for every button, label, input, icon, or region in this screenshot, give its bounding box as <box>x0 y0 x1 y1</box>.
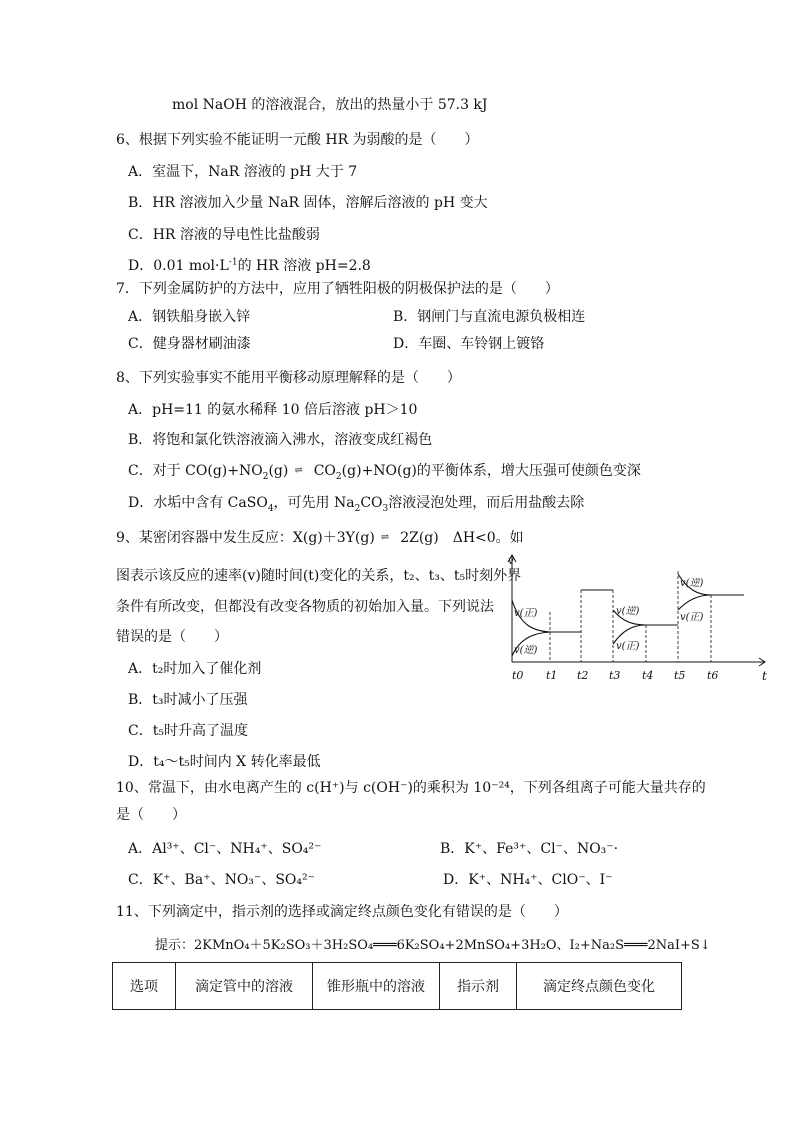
label-v-forward-3: v(正) <box>680 612 704 623</box>
q9-stem-line2: 图表示该反应的速率(v)随时间(t)变化的关系，t₂、t₃、t₅时刻外界 <box>116 568 522 584</box>
header-option: 选项 <box>113 963 176 1010</box>
label-v-axis: v <box>508 556 514 567</box>
q9-stem-line3: 条件有所改变，但都没有改变各物质的初始加入量。下列说法 <box>116 599 494 615</box>
q8-option-b: B．将饱和氯化铁溶液滴入沸水，溶液变成红褐色 <box>128 432 433 448</box>
tick-t0: t0 <box>512 669 524 682</box>
q9-stem-line4: 错误的是（ ） <box>116 629 228 645</box>
q10-option-b: B．K⁺、Fe³⁺、Cl⁻、NO₃⁻· <box>440 841 619 857</box>
q6-option-d: D．0.01 $mol\cdot L^{-1}$的 HR 溶液 pH=2.8 <box>128 257 371 274</box>
q11-hint: 提示：2KMnO₄＋5K₂SO₃＋3H₂SO₄═══6K₂SO₄+2MnSO₄+3H₂O、I₂+Na₂S═══2NaI+S↓ <box>155 938 711 953</box>
q9-option-b: B．t₃时减小了压强 <box>128 692 248 708</box>
q11-table <box>112 962 682 1010</box>
q10-option-a: A．Al³⁺、Cl⁻、NH₄⁺、SO₄²⁻ <box>128 841 322 857</box>
table-header-row <box>113 963 682 1010</box>
q8-stem: 8、下列实验事实不能用平衡移动原理解释的是（ ） <box>116 370 461 386</box>
label-v-reverse-2: v(逆) <box>616 606 640 617</box>
q7-stem: 7．下列金属防护的方法中，应用了牺牲阳极的阴极保护法的是（ ） <box>116 281 559 297</box>
q9-option-d: D．t₄～t₅时间内 X 转化率最低 <box>128 754 321 770</box>
q9-stem: 9、某密闭容器中发生反应：X(g)＋3Y(g) ⇌ 2Z(g) ΔH<0。如 <box>116 530 524 546</box>
q7-option-d: D．车圈、车铃钢上镀铬 <box>393 336 545 352</box>
equilibrium-arrow: ⇌ <box>380 532 389 543</box>
label-t-axis: t <box>762 669 767 683</box>
q6-stem: 6、根据下列实验不能证明一元酸 HR 为弱酸的是（ ） <box>116 132 479 148</box>
q7-option-b: B．钢闸门与直流电源负极相连 <box>393 309 586 325</box>
q9-option-c: C．t₅时升高了温度 <box>128 723 248 739</box>
header-endpoint-color: 滴定终点颜色变化 <box>517 963 682 1010</box>
q6-option-c: C．HR 溶液的导电性比盐酸弱 <box>128 227 320 243</box>
q8-option-c: C．对于 $CO(g)+NO_2(g)$ ⇌ $CO_2(g)+NO(g)$的平衡体系，增大压强可使颜色变深 <box>128 463 641 482</box>
q7-option-a: A．钢铁船身嵌入锌 <box>128 309 251 325</box>
q10-stem: 10、常温下，由水电离产生的 c(H⁺)与 c(OH⁻)的乘积为 10⁻²⁴，下列各组离子可能大量共存的 <box>116 780 706 796</box>
q6-option-b: B．HR 溶液加入少量 NaR 固体，溶解后溶液的 pH 变大 <box>128 195 488 211</box>
label-v-forward-2: v(正) <box>616 641 640 652</box>
q8-option-d: D．水垢中含有 CaSO$_4$，可先用 $Na_2CO_3$溶液浸泡处理，而后用盐酸去除 <box>128 495 585 514</box>
q9-option-a: A．t₂时加入了催化剂 <box>128 661 262 677</box>
q6-option-a: A．室温下，NaR 溶液的 pH 大于 7 <box>128 164 358 180</box>
q10-option-c: C．K⁺、Ba⁺、NO₃⁻、SO₄²⁻ <box>128 872 315 888</box>
q10-option-d: D．K⁺、NH₄⁺、ClO⁻、I⁻ <box>443 872 613 888</box>
tick-t2: t2 <box>577 669 589 682</box>
equilibrium-arrow: ⇌ <box>294 465 302 476</box>
prev-question-continuation: mol NaOH 的溶液混合，放出的热量小于 57.3 kJ <box>172 97 488 113</box>
label-v-reverse-3: v(逆) <box>680 578 704 589</box>
tick-t5: t5 <box>674 669 686 682</box>
q7-option-c: C．健身器材刷油漆 <box>128 336 251 352</box>
header-flask-solution: 锥形瓶中的溶液 <box>313 963 440 1010</box>
q10-stem-line2: 是（ ） <box>116 807 186 823</box>
tick-t3: t3 <box>609 669 621 682</box>
header-burette-solution: 滴定管中的溶液 <box>176 963 313 1010</box>
rate-time-graph <box>506 552 770 686</box>
tick-t4: t4 <box>642 669 654 682</box>
q8-option-a: A．pH=11 的氨水稀释 10 倍后溶液 pH＞10 <box>128 402 418 418</box>
tick-t6: t6 <box>707 669 719 682</box>
curve-v-forward-3 <box>678 595 711 610</box>
header-indicator: 指示剂 <box>440 963 517 1010</box>
q11-stem: 11、下列滴定中，指示剂的选择或滴定终点颜色变化有错误的是（ ） <box>116 904 568 920</box>
label-v-reverse-1: v(逆) <box>514 645 538 656</box>
tick-t1: t1 <box>546 669 558 682</box>
label-v-forward-1: v(正) <box>514 608 538 619</box>
